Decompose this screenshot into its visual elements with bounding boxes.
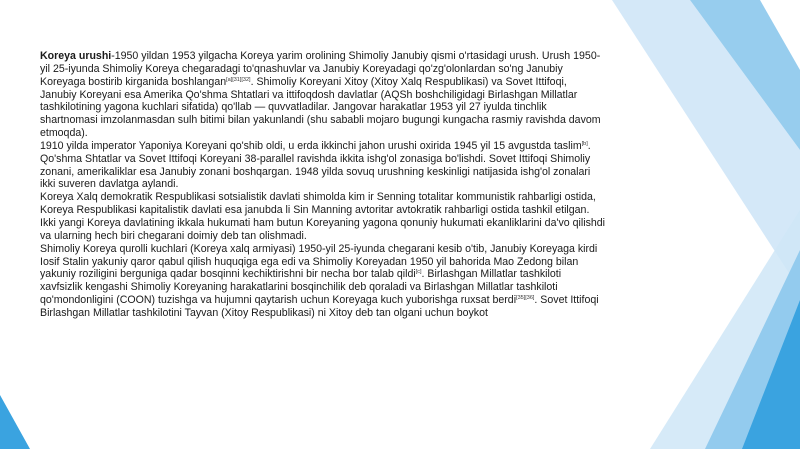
paragraph <box>40 50 605 140</box>
paragraph-text: -1950 yildan 1953 yilgacha Koreya yarim orolining Shimoliy Janubiy qismi o'rtasidagi urush. Urush 1950-yil 25-iyunda Shimoliy Koreya chegaradagi to'qnashuvlar va Janubiy Koreyadagi qo'zg'olonlardan so'ng Janubiy Koreyaga bostirib kirganida boshlangan <box>40 50 601 88</box>
citation-ref[interactable]: [35][36] <box>516 295 535 302</box>
paragraph-text: . Qo'shma Shtatlar va Sovet Ittifoqi Koreyani 38-parallel ravishda ikkita ishg'ol zonasiga bo'lishdi. Sovet Ittifoqi Shimoliy zonani, amerikaliklar esa Janubiy zonani boshqargan. 1948 yilda sovuq urushning keskinligi natijasida ishg'ol zonalari ikki suveren davlatga aylandi. <box>40 139 591 191</box>
paragraph-text: . Shimoliy Koreyani Xitoy (Xitoy Xalq Respublikasi) va Sovet Ittifoqi, Janubiy Koreyani esa Amerika Qo'shma Shtatlari va ittifoqdosh davlatlar (AQSh boshchiligidagi Birlashgan Millatlar tashkilotining yagona kuchlari sifatida) qo'llab — quvvatladilar. Jangovar harakatlar 1953 yil 27 iyulda tinchlik shartnomasi imzolanmasdan sulh bitimi bilan yakunlandi (shu sababli mojaro bugungi kungacha rasmiy ravishda davom etmoqda). <box>40 75 601 140</box>
paragraph-text: . Birlashgan Millatlar tashkiloti xavfsizlik kengashi Shimoliy Koreyaning harakatlarini bosqinchilik deb qoraladi va Birlashgan Millatlar tashkiloti qo'mondonligini (COON) tuzishga va hujumni qaytarish uchun Koreyaga kuch yuborishga ruxsat berdi <box>40 268 562 307</box>
paragraph <box>40 243 605 320</box>
decor-corner-left <box>0 395 30 449</box>
paragraph-text: . Sovet Ittifoqi Birlashgan Millatlar tashkilotini Tayvan (Xitoy Respublikasi) ni Xitoy deb tan olgani uchun boykot <box>40 294 599 319</box>
citation-ref[interactable]: [b] <box>581 140 588 147</box>
paragraph-text: Koreya Xalq demokratik Respublikasi sotsialistik davlati shimolda kim ir Senning totalitar kommunistik rahbarligi ostida, Koreya Respublikasi kapitalistik davlati esa janubda li Sin Manning avtoritar avtokratik rahbarligi ostida tashkil etilgan. Ikki yangi Koreya davlatining ikkala hukumati ham butun Koreyaning yagona qonuniy hukumati ekanliklarini da'vo qilishdi va ularning hech biri chegarani doimiy deb tan olishmadi. <box>40 191 606 242</box>
citation-ref[interactable]: [c] <box>415 269 422 276</box>
slide-text-body <box>40 50 605 320</box>
paragraph <box>40 191 605 242</box>
citation-ref[interactable]: [a][31][32] <box>226 76 251 83</box>
paragraph-text: Shimoliy Koreya qurolli kuchlari (Koreya xalq armiyasi) 1950-yil 25-iyunda chegarani kesib o'tib, Janubiy Koreyaga kirdi Iosif Stalin yakuniy qaror qabul qilish huquqiga ega edi va Shimoliy Koreyadan 1950 yil bahorida Mao Zedong bilan yakuniy roziligini berguniga qadar bosqinni kechiktirishni bir necha bor talab qildi <box>40 242 598 281</box>
paragraph-heading: Koreya urushi <box>40 50 112 62</box>
paragraph <box>40 140 605 191</box>
paragraph-text: 1910 yilda imperator Yaponiya Koreyani qo'shib oldi, u erda ikkinchi jahon urushi oxirida 1945 yil 15 avgustda taslim <box>40 139 582 152</box>
